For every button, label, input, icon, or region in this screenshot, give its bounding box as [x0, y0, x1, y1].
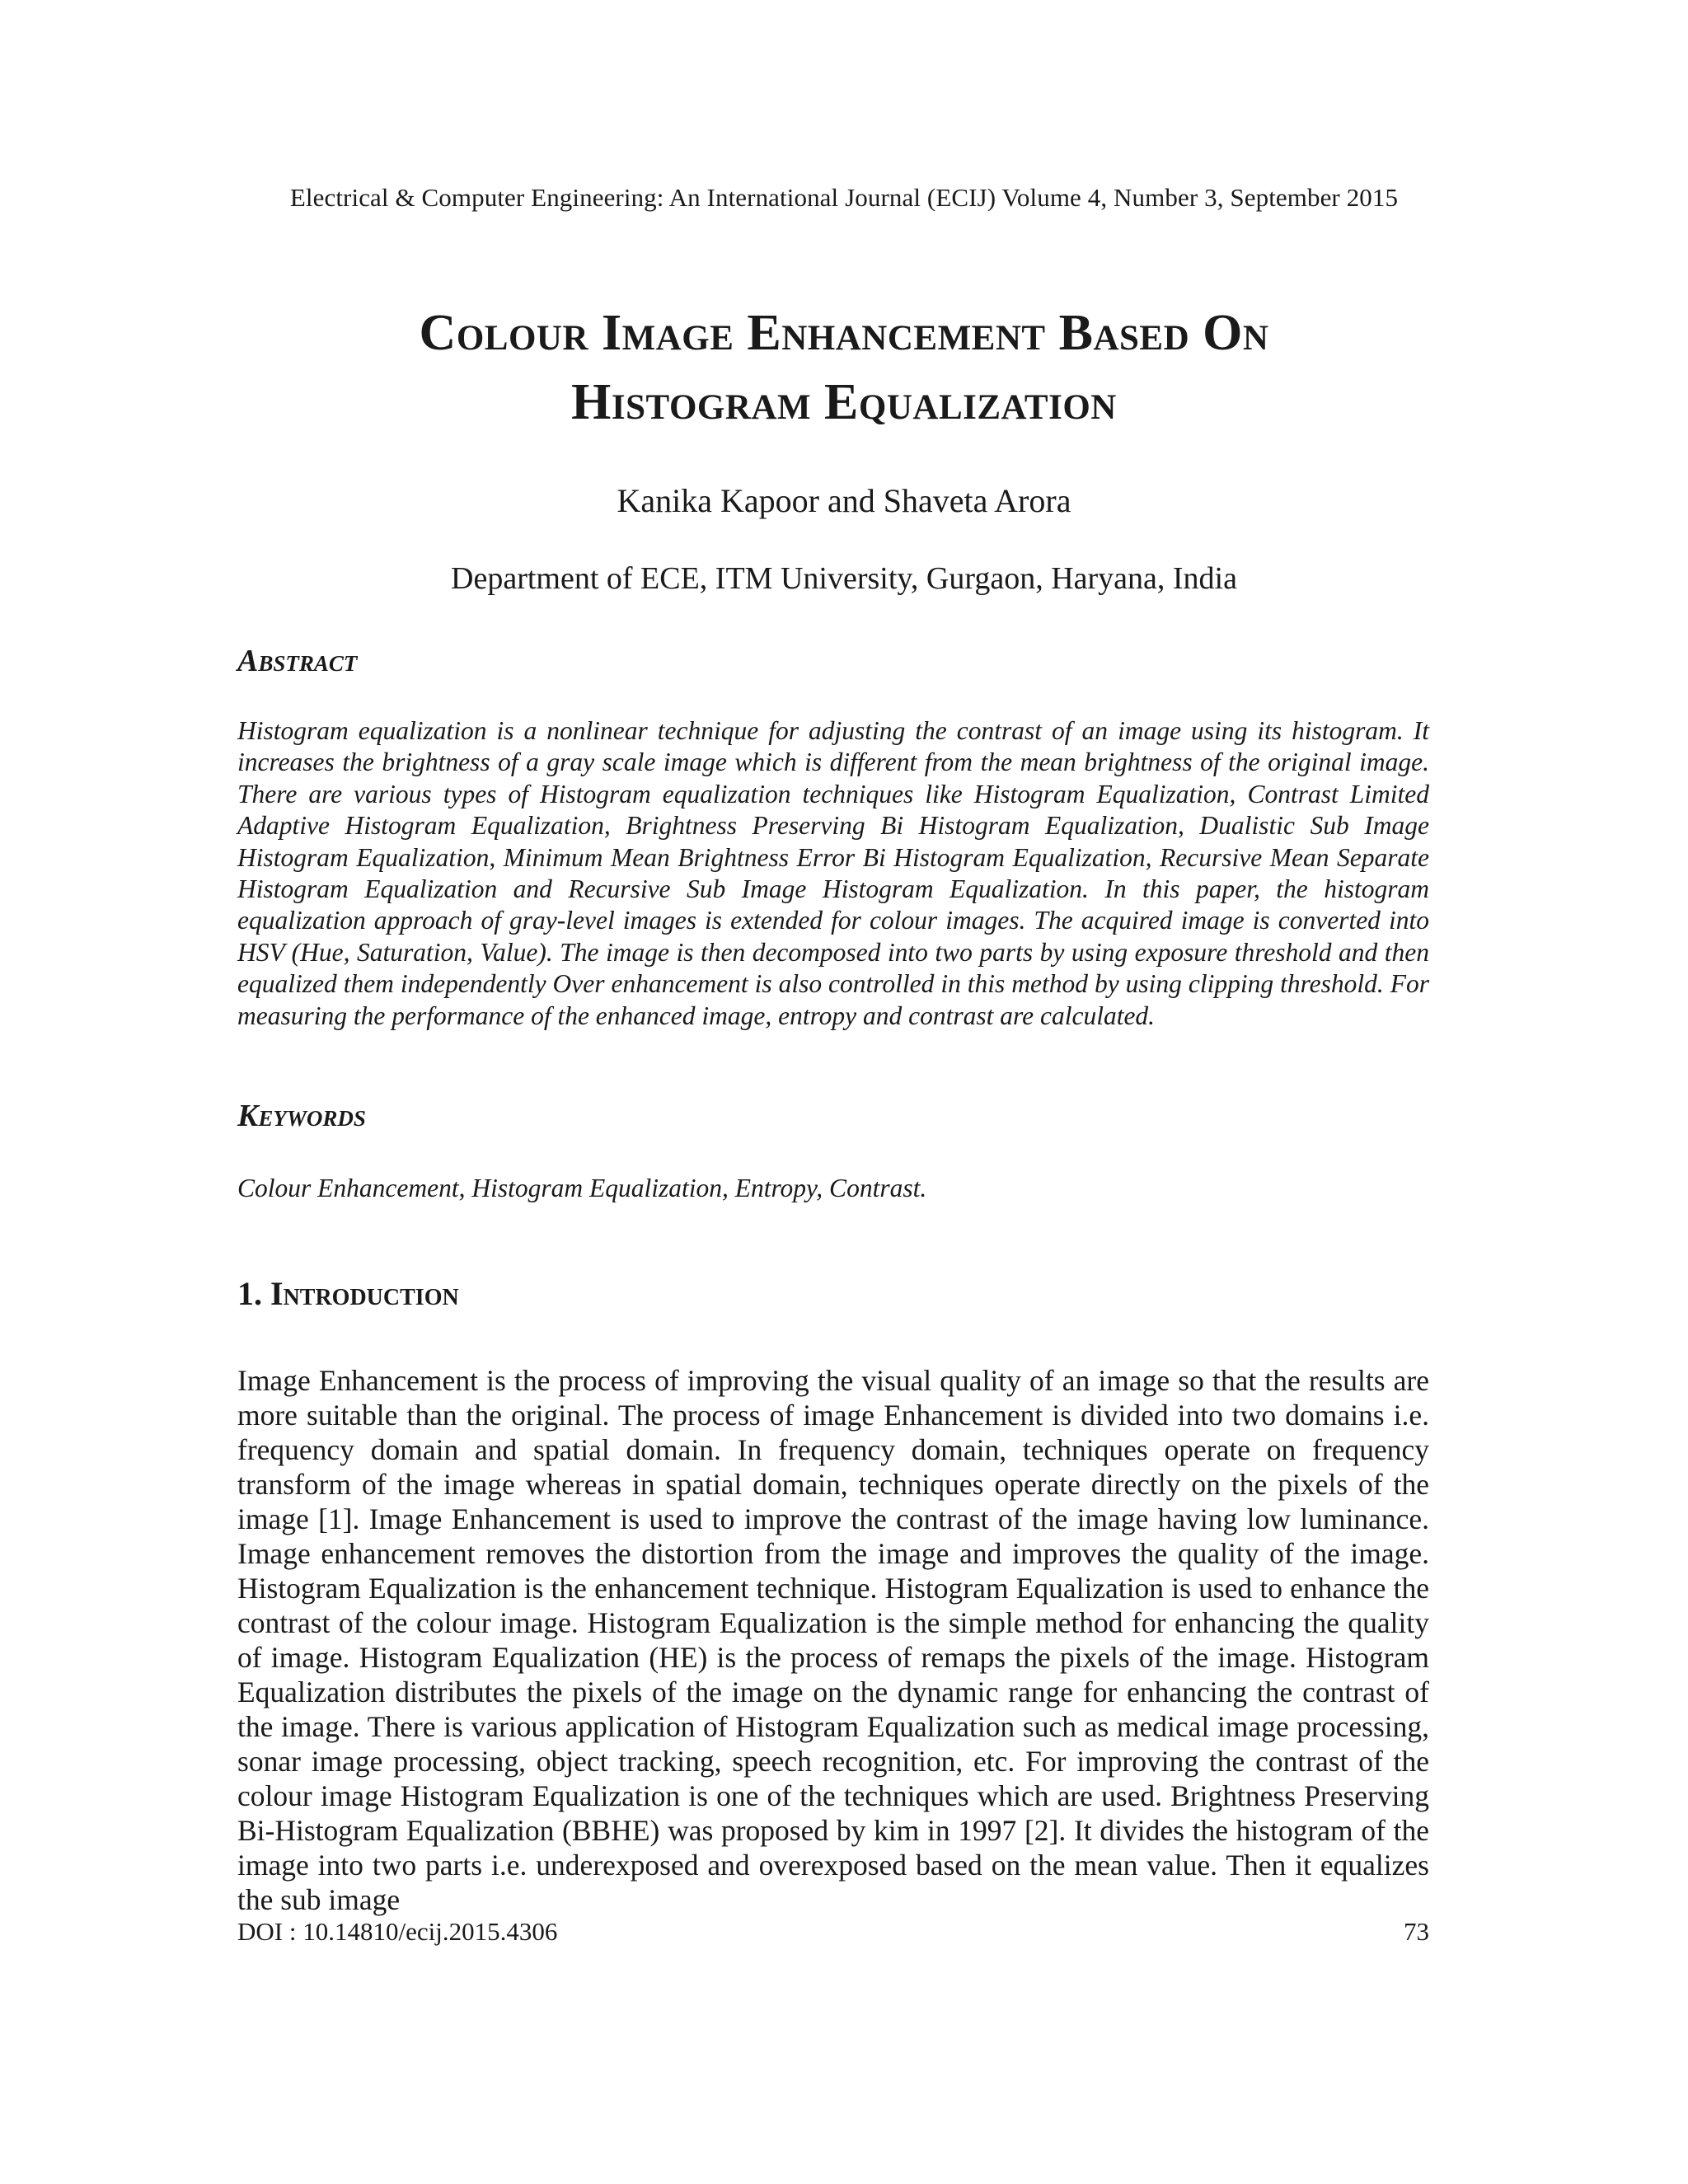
- section-number: 1.: [237, 1275, 262, 1312]
- author-list: Kanika Kapoor and Shaveta Arora: [617, 482, 1071, 519]
- author-affiliation: Department of ECE, ITM University, Gurgaon, Haryana, India: [451, 561, 1237, 596]
- page-number: 73: [1404, 1917, 1429, 1946]
- paper-title-line-1: Colour Image Enhancement Based On: [419, 305, 1269, 361]
- keywords-heading: Keywords: [237, 1099, 366, 1133]
- keywords-body: Colour Enhancement, Histogram Equalization, Entropy, Contrast.: [237, 1174, 927, 1202]
- abstract-body: Histogram equalization is a nonlinear technique for adjusting the contrast of an image using its histogram. It increases the brightness of a gray scale image which is different from the mean brightness of the original image. There are various types of Histogram equalization techniques like Histogram Equalization, Contrast Limited Adaptive Histogram Equalization, Brightness Preserving Bi Histogram Equalization, Dualistic Sub Image Histogram Equalization, Minimum Mean Brightness Error Bi Histogram Equalization, Recursive Mean Separate Histogram Equalization and Recursive Sub Image Histogram Equalization. In this paper, the histogram equalization approach of gray-level images is extended for colour images. The acquired image is converted into HSV (Hue, Saturation, Value). The image is then decomposed into two parts by using exposure threshold and then equalized them independently Over enhancement is also controlled in this method by using clipping threshold. For measuring the performance of the enhanced image, entropy and contrast are calculated.: [237, 716, 1429, 1030]
- introduction-body: Image Enhancement is the process of improving the visual quality of an image so that the results are more suitable than the original. The process of image Enhancement is divided into two domains i.e. frequency domain and spatial domain. In frequency domain, techniques operate on frequency transform of the image whereas in spatial domain, techniques operate directly on the pixels of the image [1]. Image Enhancement is used to improve the contrast of the image having low luminance. Image enhancement removes the distortion from the image and improves the quality of the image. Histogram Equalization is the enhancement technique. Histogram Equalization is used to enhance the contrast of the colour image. Histogram Equalization is the simple method for enhancing the quality of image. Histogram Equalization (HE) is the process of remaps the pixels of the image. Histogram Equalization distributes the pixels of the image on the dynamic range for enhancing the contrast of the image. There is various application of Histogram Equalization such as medical image processing, sonar image processing, object tracking, speech recognition, etc. For improving the contrast of the colour image Histogram Equalization is one of the techniques which are used. Brightness Preserving Bi-Histogram Equalization (BBHE) was proposed by kim in 1997 [2]. It divides the histogram of the image into two parts i.e. underexposed and overexposed based on the mean value. Then it equalizes the sub image: [237, 1364, 1429, 1916]
- abstract-heading: Abstract: [237, 644, 358, 678]
- footer-doi: DOI : 10.14810/ecij.2015.4306: [237, 1917, 558, 1946]
- paper-title-line-2: Histogram Equalization: [571, 374, 1117, 430]
- section-title: Introduction: [270, 1275, 459, 1312]
- introduction-heading: [237, 1274, 459, 1313]
- paper-title: [214, 298, 1474, 437]
- running-header: Electrical & Computer Engineering: An International Journal (ECIJ) Volume 4, Number 3, September 2015: [289, 183, 1399, 212]
